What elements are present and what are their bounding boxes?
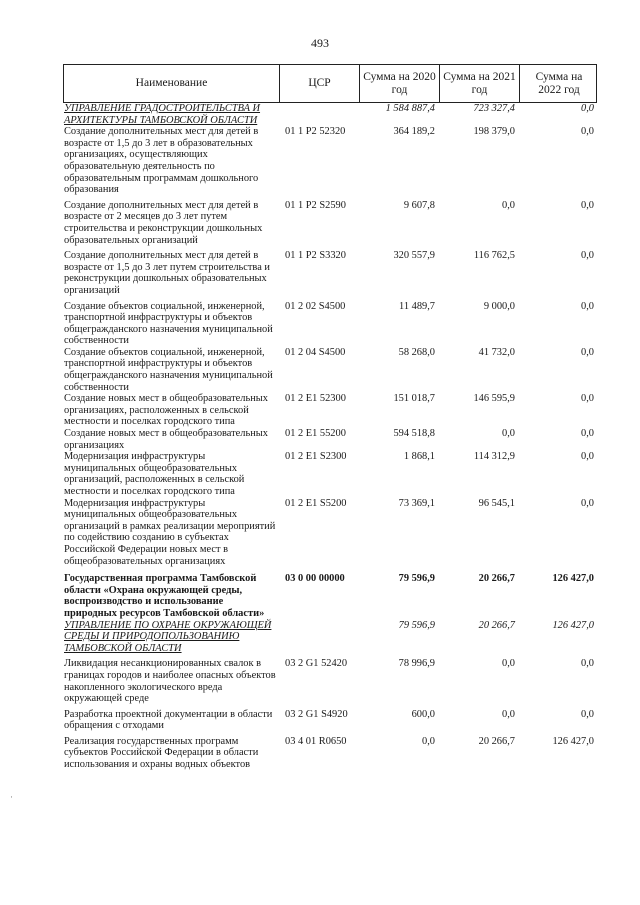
table-row xyxy=(63,658,597,704)
row-sum-2020: 79 596,9 xyxy=(398,619,435,631)
row-sum-2021: 0,0 xyxy=(502,199,515,211)
row-name: Создание объектов социальной, инженерной, транспортной инфраструктуры и объектов общегражданского назначения муниципальной собственности xyxy=(64,346,273,393)
row-csr: 03 0 00 00000 xyxy=(285,573,345,585)
row-name: Создание дополнительных мест для детей в возрасте от 2 месяцев до 3 лет путем строительства и реконструкции дошкольных образовательных организаций xyxy=(64,199,263,246)
table-row xyxy=(63,200,597,246)
row-sum-2022: 0,0 xyxy=(581,658,594,670)
row-sum-2021: 0,0 xyxy=(502,428,515,440)
header-sum-2020: Сумма на 2020 год xyxy=(359,65,439,102)
row-name: УПРАВЛЕНИЕ ПО ОХРАНЕ ОКРУЖАЮЩЕЙ СРЕДЫ И ПРИРОДОПОЛЬЗОВАНИЮ ТАМБОВСКОЙ ОБЛАСТИ xyxy=(64,619,272,654)
table-row xyxy=(63,428,597,451)
row-sum-2022: 0,0 xyxy=(581,199,594,211)
row-sum-2021: 146 595,9 xyxy=(473,393,515,405)
row-name: Создание новых мест в общеобразовательных организациях, расположенных в сельской местности и поселках городского типа xyxy=(64,393,268,428)
row-name: Создание новых мест в общеобразовательных организациях xyxy=(64,428,268,451)
row-sum-2020: 151 018,7 xyxy=(393,393,435,405)
row-sum-2020: 9 607,8 xyxy=(403,199,435,211)
row-name: Создание дополнительных мест для детей в возрасте от 1,5 до 3 лет в образовательных организациях, осуществляющих образовательную деятельность по образовательным программам дошкольного образования xyxy=(64,126,259,196)
header-sum-2022: Сумма на 2022 год xyxy=(519,65,598,102)
row-csr: 01 2 E1 52300 xyxy=(285,393,346,405)
row-sum-2021: 723 327,4 xyxy=(473,103,515,114)
table-row xyxy=(63,573,597,619)
row-sum-2021: 114 312,9 xyxy=(473,451,515,463)
row-name: Создание дополнительных мест для детей в возрасте от 1,5 до 3 лет путем строительства и реконструкции дошкольных образовательных организаций xyxy=(64,250,270,296)
row-csr: 01 2 02 S4500 xyxy=(285,300,346,312)
row-sum-2021: 20 266,7 xyxy=(478,735,515,747)
row-csr: 01 2 E1 55200 xyxy=(285,428,346,440)
row-csr: 03 2 G1 52420 xyxy=(285,658,348,670)
row-sum-2020: 600,0 xyxy=(411,708,435,720)
scan-edge-mark: · xyxy=(10,792,13,802)
table-row xyxy=(63,736,597,771)
row-sum-2021: 0,0 xyxy=(502,658,515,670)
row-csr: 01 2 E1 S2300 xyxy=(285,451,347,463)
row-csr xyxy=(278,103,358,126)
row-name: Модернизация инфраструктуры муниципальных общеобразовательных организаций, расположенных в сельской местности и поселках городского типа xyxy=(64,451,245,497)
header-csr: ЦСР xyxy=(279,65,359,102)
row-name: Разработка проектной документации в области обращения с отходами xyxy=(64,708,273,732)
row-csr xyxy=(278,620,358,655)
row-sum-2022: 0,0 xyxy=(581,126,594,138)
row-sum-2022: 126 427,0 xyxy=(552,619,594,631)
row-csr: 01 1 P2 S2590 xyxy=(285,199,346,211)
row-sum-2021: 20 266,7 xyxy=(478,573,515,585)
table-header xyxy=(63,64,597,103)
row-sum-2021: 20 266,7 xyxy=(478,619,515,631)
table-body xyxy=(63,103,597,771)
row-csr: 01 2 E1 S5200 xyxy=(285,497,347,509)
row-sum-2022: 0,0 xyxy=(581,250,594,262)
row-sum-2022: 0,0 xyxy=(581,393,594,405)
row-sum-2021: 96 545,1 xyxy=(478,497,515,509)
table-row xyxy=(63,620,597,655)
row-csr: 03 4 01 R0650 xyxy=(285,735,347,747)
row-csr: 03 2 G1 S4920 xyxy=(285,708,348,720)
header-sum-2021: Сумма на 2021 год xyxy=(439,65,519,102)
row-sum-2022: 0,0 xyxy=(581,103,594,114)
table-row xyxy=(63,498,597,568)
row-sum-2020: 0,0 xyxy=(422,735,435,747)
row-sum-2022: 0,0 xyxy=(581,497,594,509)
table-row xyxy=(63,393,597,428)
table-row xyxy=(63,709,597,732)
row-name: Создание объектов социальной, инженерной, транспортной инфраструктуры и объектов общегражданского назначения муниципальной собственности xyxy=(64,300,273,347)
row-name: Государственная программа Тамбовской области «Охрана окружающей среды, воспроизводство и использование природных ресурсов Тамбовской области» xyxy=(64,573,265,619)
row-sum-2020: 11 489,7 xyxy=(399,300,435,312)
row-csr: 01 1 P2 S3320 xyxy=(285,250,346,262)
row-sum-2022: 0,0 xyxy=(581,300,594,312)
row-sum-2022: 0,0 xyxy=(581,708,594,720)
row-sum-2020: 73 369,1 xyxy=(398,497,435,509)
row-sum-2022: 0,0 xyxy=(581,346,594,358)
budget-table xyxy=(63,64,597,771)
row-name: Ликвидация несанкционированных свалок в границах городов и наиболее опасных объектов накопленного экологического вреда окружающей среде xyxy=(64,658,276,705)
row-sum-2022: 0,0 xyxy=(581,428,594,440)
table-row xyxy=(63,451,597,497)
row-name: Реализация государственных программ субъектов Российской Федерации в области использования и охраны водных объектов xyxy=(64,735,259,771)
table-row xyxy=(63,103,597,126)
row-name: Модернизация инфраструктуры муниципальных общеобразовательных организаций в рамках реализации мероприятий по содействию созданию в субъектах Российской Федерации новых мест в общеобразовательных организациях xyxy=(64,497,276,567)
row-sum-2021: 198 379,0 xyxy=(473,126,515,138)
table-row xyxy=(63,250,597,296)
row-sum-2020: 1 868,1 xyxy=(403,451,435,463)
row-sum-2020: 58 268,0 xyxy=(398,346,435,358)
row-sum-2020: 364 189,2 xyxy=(393,126,435,138)
row-sum-2021: 0,0 xyxy=(502,708,515,720)
row-sum-2022: 0,0 xyxy=(581,451,594,463)
row-csr: 01 2 04 S4500 xyxy=(285,346,346,358)
row-sum-2021: 116 762,5 xyxy=(473,250,515,262)
row-sum-2021: 9 000,0 xyxy=(483,300,515,312)
row-sum-2020: 320 557,9 xyxy=(393,250,435,262)
row-sum-2020: 78 996,9 xyxy=(398,658,435,670)
header-name: Наименование xyxy=(135,77,208,89)
row-sum-2020: 594 518,8 xyxy=(393,428,435,440)
table-row xyxy=(63,126,597,196)
page-number: 493 xyxy=(311,36,329,50)
row-csr: 01 1 P2 52320 xyxy=(285,126,346,138)
row-sum-2020: 79 596,9 xyxy=(398,573,435,585)
row-name: УПРАВЛЕНИЕ ГРАДОСТРОИТЕЛЬСТВА И АРХИТЕКТУРЫ ТАМБОВСКОЙ ОБЛАСТИ xyxy=(64,103,261,126)
table-row xyxy=(63,347,597,393)
row-sum-2021: 41 732,0 xyxy=(478,346,515,358)
row-sum-2022: 126 427,0 xyxy=(552,573,594,585)
table-row xyxy=(63,301,597,347)
row-sum-2022: 126 427,0 xyxy=(552,735,594,747)
row-sum-2020: 1 584 887,4 xyxy=(385,103,435,114)
